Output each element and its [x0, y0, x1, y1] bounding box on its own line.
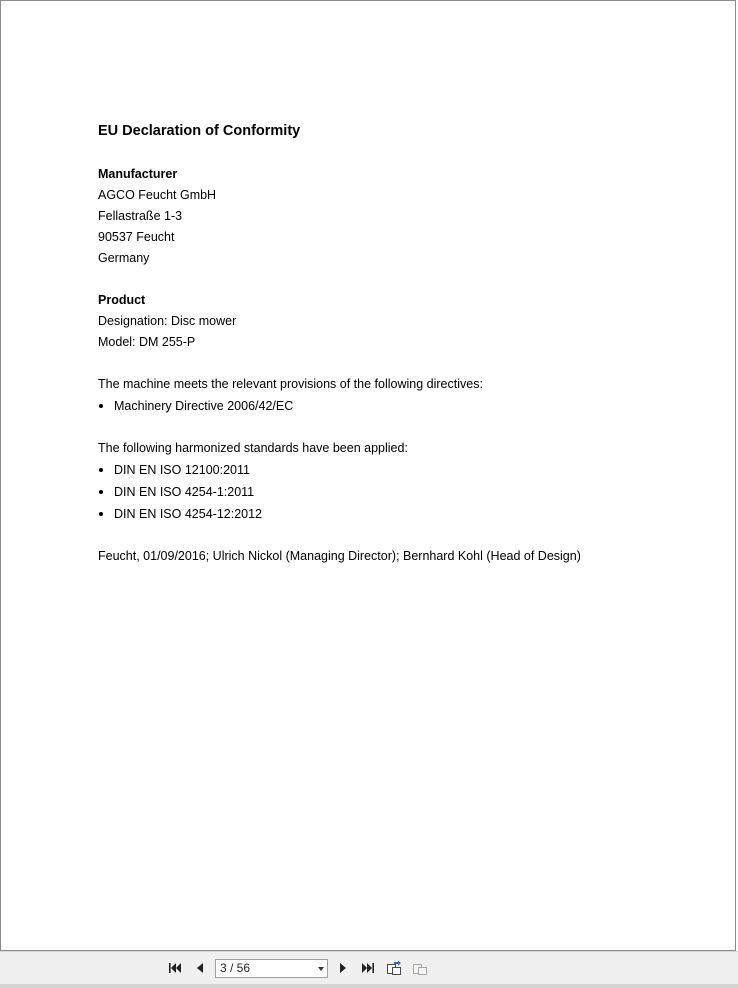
previous-page-icon [192, 960, 208, 976]
document-title: EU Declaration of Conformity [98, 123, 301, 139]
list-item [98, 459, 718, 481]
manufacturer-heading: Manufacturer [98, 167, 178, 181]
page-navigation-toolbar [0, 951, 738, 988]
product-line: Model: DM 255-P [98, 335, 196, 349]
standards-intro: The following harmonized standards have been applied: [98, 441, 408, 455]
standard-item: DIN EN ISO 12100:2011 [114, 463, 250, 477]
page-indicator: 3 / 56 [220, 961, 251, 975]
page-number-select[interactable] [215, 959, 328, 978]
first-page-button[interactable] [167, 960, 183, 976]
product-line: Designation: Disc mower [98, 314, 237, 328]
directives-intro: The machine meets the relevant provisions of the following directives: [98, 377, 483, 391]
first-page-icon [167, 960, 183, 976]
go-forward-view-button[interactable] [412, 960, 428, 976]
directive-item: Machinery Directive 2006/42/EC [114, 399, 294, 413]
manufacturer-line: AGCO Feucht GmbH [98, 188, 217, 202]
signature-line: Feucht, 01/09/2016; Ulrich Nickol (Managing Director); Bernhard Kohl (Head of Design) [98, 549, 581, 563]
bullet-icon [99, 404, 103, 408]
manufacturer-line: Germany [98, 251, 150, 265]
standards-list [98, 459, 718, 525]
list-item [98, 503, 718, 525]
go-back-view-button[interactable] [386, 960, 402, 976]
product-heading: Product [98, 293, 146, 307]
bottom-border-strip [0, 984, 738, 988]
go-back-view-icon [386, 960, 402, 976]
last-page-button[interactable] [360, 960, 376, 976]
standard-item: DIN EN ISO 4254-12:2012 [114, 507, 262, 521]
bullet-icon [99, 512, 103, 516]
next-page-button[interactable] [335, 960, 351, 976]
go-forward-view-icon [412, 960, 428, 976]
standard-item: DIN EN ISO 4254-1:2011 [114, 485, 255, 499]
manufacturer-line: 90537 Feucht [98, 230, 175, 244]
directives-list [98, 395, 718, 417]
manufacturer-line: Fellastraße 1-3 [98, 209, 183, 223]
list-item [98, 395, 718, 417]
bullet-icon [99, 468, 103, 472]
list-item [98, 481, 718, 503]
previous-page-button[interactable] [192, 960, 208, 976]
document-content [98, 121, 718, 567]
last-page-icon [360, 960, 376, 976]
bullet-icon [99, 490, 103, 494]
chevron-down-icon [318, 967, 324, 971]
next-page-icon [335, 960, 351, 976]
